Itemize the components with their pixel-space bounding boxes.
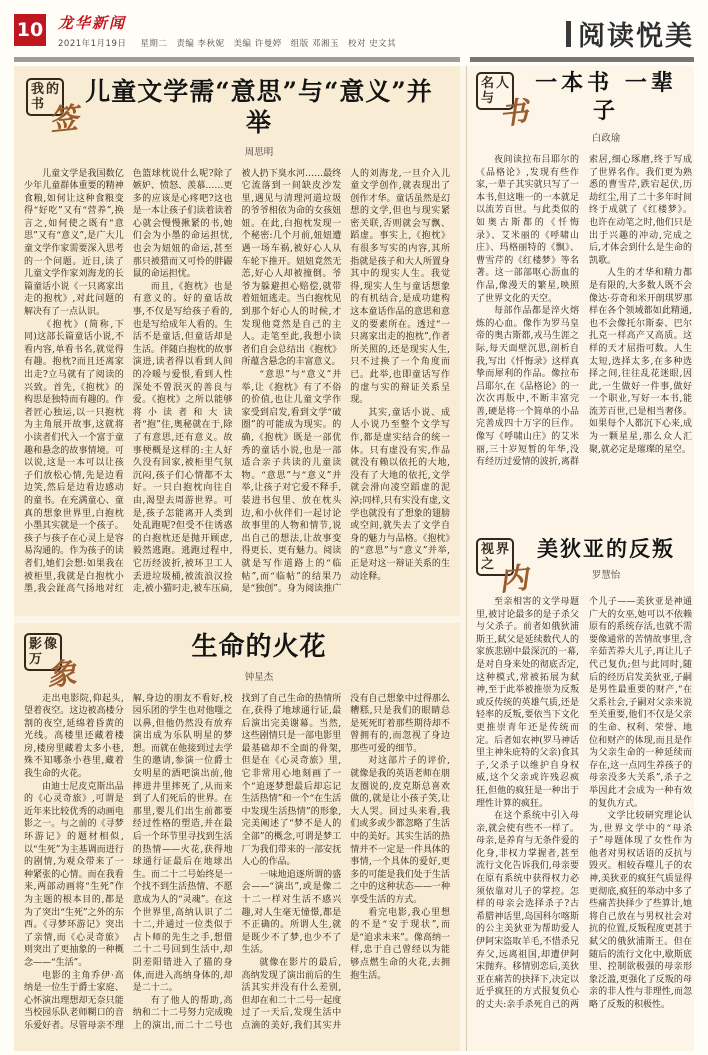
paragraph: 《抱枕》(简称,下同)这部长篇童话小说,不看内容,单看书名,就觉得有趣。抱枕?而且还离家出走?立马就有了阅读的兴致。首先,《抱枕》的构思是独特而有趣的。作者匠心独运,以一只抱枕为主角展开故事,这就将小读者们代入一个富于童趣和悬念的故事情境。可以说,这是一本可以让孩子们放松心情,先是边看边笑,然后是边看边感动的童书。在充满童心、童真的想象世界里,白抱枕小墨其实就是一个孩子。孩子与孩子在心灵上是容易沟通的。作为孩子的读者们,她们会想:如果我在被柜里,我就是白抱枕小墨,我会趾高气扬地对红色篮球枕说什么呢?除了嫉妒、愤怒、羡慕……更多的应该是心疼吧?这也是一本让孩子们读着读着心就会慢慢揪紧的书,她们会为小墨的命运担忧,也会为妞妞的命运,甚至那只被猎而又可怜的胖鼹鼠的命运担忧。 — [24, 168, 233, 595]
paragraph: 文学比较研究理论认为,世界文学中的“母杀子”母题体现了女性作为他者对男权话语的反抗与毁灭。相较吞噬儿子的农神,美狄亚的疯狂气质显得更彻底,疯狂的举动中多了些痛苦抉择少了些算计,她将自己放在与男权社会对抗的位置,反叛程度更甚于弑父的俄狄浦斯王。但在随后的流行文化中,歇斯底里、控制欲极强的母亲形象泛滥,更强化了反叛的母亲的非人性与非理性,而忽略了反叛的积极性。 — [589, 811, 692, 1010]
paragraph: 至亲相害的文学母题里,被讨论最多的是子杀父与父杀子。前者如俄狄浦斯王,弑父是延续数代人的家族悲剧中最深沉的一幕,是对自身来处的彻底否定,这种模式,常被拓展为弑神,至于此举被推崇为反叛或反传统的英雄气质,还是轻率的反叛,要依当下文化更推崇青年还是传统而定。后者如农神(罗马神话里主神朱庇特的父亲)食其子,父杀子以维护自身权威,这个父亲或许残忍疯狂,但他的疯狂是一种出于理性计算的疯狂。 — [476, 597, 579, 809]
article-4-header — [476, 536, 692, 598]
paragraph: 有了他人的帮助,高纳和二十二号努力完成晚上的演出,而二十二号也找到了自己生命的热情所在,获得了地球通行证,最后演出完美谢幕。当然,这些剧情只是一部电影里最基础却不全面的骨架,但是在《心灵奇旅》里,它非常用心地刻画了一个“追逐梦想最后却忘记生活热情”和一个“在生活中发现生活热情”的形象,完美阐述了“梦不是人的全部”的概念,可谓是梦工厂为我们带来的一部安抚人心的作品。 — [132, 693, 342, 1031]
marker-seal-char: 书 — [497, 94, 530, 132]
column-marker-film-scene: 影 像 万 象 — [24, 633, 68, 677]
paragraph: 每部作品都是淬火熔炼的心血。像作为罗马皇帝的奥古斯都,戎马生涯之际,每天面壁沉思,剖析自我,写出《忏悔录》这样真挚而犀利的作品。像拉布吕耶尔,在《品格论》的一次次再版中,不断丰富完善,硬是将一个简单的小品完善成四十万字的巨作。像写《呼啸山庄》的艾米丽,三十岁短暂的年华,没有经历过爱情的波折,离群索居,细心琢磨,终于写成了世界名作。我们更为熟悉的曹雪芹,跌宕起伏,历劫红尘,用了二十多年时间终于成就了《红楼梦》。也许在动笔之时,他们只是出于兴趣的冲动,完成之后,才体会到什么是生命的凯歌。 — [476, 155, 692, 468]
issue-date: 2021年1月19日 — [58, 39, 127, 49]
section-name: 阅读悦美 — [578, 21, 694, 52]
article-2-body — [476, 154, 692, 520]
right-column — [474, 66, 694, 1051]
marker-seal-char: 内 — [497, 560, 530, 598]
header-rule — [14, 57, 694, 62]
paragraph: 夜间读拉布吕耶尔的《品格论》,发现有些作家,一辈子其实就只写了一本书,但这唯一的一本就足以流芳百世。与此类似的如奥古斯都的《忏悔录》、艾米丽的《呼啸山庄》、玛格丽特的《飘》、曹雪芹的《红楼梦》等名著。这一部部呕心沥血的作品,像漫天的繁星,映照了世界文化的天空。 — [476, 155, 579, 304]
paragraph: 看完电影,我心里想的不是“安于现状”,而是“追求未来”。像高纳一样,忠于自己曾经以为能够点燃生命的火花,去拥抱生活。 — [350, 907, 450, 981]
paragraph: 对这部片子的评价,就像是我的英语老师在朋友圈说的,皮克斯总喜欢做的,就是让小孩子笑,让大人哭。回过头来看,我们或多或少都忽略了生活中的美好。其实生活的热情并不一定是一件具体的事情,一个具体的爱好,更多的可能是我们处于生活之中的这种状态——一种享受生活的方式。 — [350, 756, 450, 905]
masthead-logo: 龙华新闻 — [58, 14, 127, 32]
section-bar-icon — [566, 21, 571, 47]
masthead-block — [58, 12, 396, 49]
article-4-title: 美狄亚的反叛 — [537, 536, 675, 561]
article-1-body — [24, 168, 450, 609]
section-title — [566, 14, 694, 53]
paragraph: 儿童文学是我国数亿少年儿童群体重要的精神食粮,如何让这种食粮变得“好吃”又有“营养”,换言之,如何使之既有“意思”又有“意义”,是广大儿童文学作家需要深入思考的一个问题。近日,读了儿童文学作家刘海龙的长篇童话小说《一只离家出走的抱枕》,对此问题的解决有了一点认识。 — [24, 168, 124, 318]
article-2-author: 白政瑜 — [591, 133, 621, 144]
article-2-header — [476, 70, 692, 144]
paragraph: 就像在影片的最后,高纳发现了演出前后的生活其实并没有什么差别,但却在和二十二号一起度过了一天后,发现生活中点滴的美好,我们其实并没有自己想象中过得那么糟糕,只是我们的眼睛总是死死盯着那些期待却不曾拥有的,而忽视了身边那些可爱的细节。 — [241, 693, 450, 1031]
article-3-author: 钟星杰 — [244, 671, 274, 683]
paragraph: 由迪士尼皮克斯出品的《心灵奇旅》,可谓是近年来比较优秀的动画电影之一。与之前的《寻梦环游记》的题材相似,以“生死”为主基调而进行的剧情,为观众带来了一种紧张的心情。而在我看来,两部动画将“生死”作为主题的根本目的,都是为了突出“生死”之外的东西。《寻梦环游记》突出了亲情,而《心灵奇旅》则突出了更抽象的一种概念——“生活”。 — [24, 781, 124, 968]
page-header — [14, 12, 694, 54]
page-body — [14, 66, 694, 1051]
article-one-book-lifetime — [474, 66, 694, 526]
left-column — [14, 66, 460, 1051]
paragraph: 在这个系统中引入母亲,就会使有些不一样了。母亲,是养育与无条件爱的化身,非权力掌握者,甚至流行文化告诉我们,母亲要在原有系统中获得权力必须依靠对儿子的掌控。怎样的母亲会选择杀子?古希腊神话里,岛国科尔喀斯的公主美狄亚为帮助爱人伊阿宋盗取羊毛,不惜杀兄弃父,远离祖国,却遭伊阿宋抛弃。移情别恋后,美狄亚在痛苦的抉择下,决定以近乎疯狂的方式报复负心的丈夫:亲手杀死自己的两个儿子——美狄亚是神通广大的女巫,她可以不依赖原有的系统存活,也就不需要像通常的苦情故事里,含辛茹苦养大儿子,再让儿子代己复仇;但与此同时,随后的经历启发美狄亚,子嗣是男性最重要的财产,“在父系社会,子嗣对父亲来说至关重要,他们不仅是父亲的生命、权利、荣誉、地位和财产的体现,而且是作为父亲生命的一种延续而存在,这一点同生养孩子的母亲没多大关系”,杀子之举因此才会成为一种有效的复仇方式。 — [476, 597, 692, 1010]
column-marker-my-bookmark: 我 的 书 签 — [26, 78, 70, 122]
paragraph: 电影的主角乔伊·高纳是一位生于爵士家庭、心怀演出理想却无奈只能当校园乐队老师糊口的音乐爱好者。尽管母亲不理解,身边的朋友不看好,校园乐团的学生也对他嗤之以鼻,但他仍然没有放弃演出成为乐队明星的梦想。而就在他接到过去学生的邀请,参演一位爵士女明星的酒吧演出前,他摔进井里摔死了,从而来到了人们死后的世界。在那里,婴儿们出生前都要经过性格的塑造,并在最后一个环节里寻找到生活的热情——火花,获得地球通行证最后在地球出生。而二十二号始终是一个找不到生活热情、不愿意成为人的“灵魂”。在这个世界里,高纳认识了二十二,并通过一位类似于占卜师的先生之手,想借二十二号回到生活中,却阴差阳错进入了猫的身体,而进入高纳身体的,却是二十二。 — [24, 693, 233, 1031]
paragraph: 而且,《抱枕》也是有意义的。好的童话故事,不仅是写给孩子看的,也是写给成年人看的。生活不是童话,但童话却是生活。伴随白抱枕的故事演进,读者得以看到人间的冷暖与爱恨,看到人性深处不曾泯灭的善良与爱。《抱枕》之所以能够将小读者和大读者“抱”住,奥秘就在于,除了有意思,还有意义。故事梗概是这样的:主人好久没有回家,被柜里气氛沉闷,孩子们心情都不太好。一只白抱枕向往自由,渴望去周游世界。可是,孩子怎能离开人类到处乱跑呢?但受不住诱惑的白抱枕还是抛开顾虑,毅然逃跑。逃跑过程中,它历经波折,被环卫工人丢进垃圾桶,被流浪汉捡走,被小猫叼走,被车压扁,被人扔下臭水河……最终它流落到一间缺皮沙发里,遇见与清理河道垃圾的爷爷相依为命的女孩妞妞。在此,白抱枕发现一个秘密:几个月前,妞妞遭遇一场车祸,被好心人从车轮下推开。妞妞竟然无恙,好心人却被撞倒。爷爷为躲避担心赔偿,就带着妞妞逃走。当白抱枕见到那个好心人的时候,才发现他竟然是自己的主人。走笔至此,我想小读者们自会总结出《抱枕》所蕴含悬念的丰富意义。 — [132, 168, 342, 595]
article-4-author: 罗慧怡 — [591, 570, 621, 582]
header-rule-right — [470, 57, 694, 62]
column-marker-vision-field: 视 界 之 内 — [476, 538, 520, 582]
credits-line — [58, 37, 396, 49]
marker-seal-char: 签 — [47, 100, 80, 138]
paragraph: 其实,童话小说、成人小说乃至整个文学写作,都是虚实结合的统一体。只有虚没有实,作品就没有赖以依托的大地,没有了大地的依托,文学就会滑向凌空蹈虚的泥淖;同样,只有实没有虚,文学也就没有了想象的翅膀或空间,就失去了文学自身的魅力与品格。《抱枕》的“意思”与“意义”并举,正是对这一辩证关系的生动诠释。 — [350, 407, 450, 582]
editor-credits: 星期二 责编 李秋妮 美编 许曼婷 组版 邓湘玉 校对 史文其 — [140, 39, 397, 49]
marker-seal-char: 象 — [45, 655, 78, 693]
article-1-author: 周思明 — [244, 146, 274, 158]
article-3-header — [24, 631, 450, 693]
paragraph: 走出电影院,仰起头,望着夜空。这边被高楼分割的夜空,延绵着昏黄的光线。高楼里还藏着楼房,楼房里藏着太多小巷,殊不知哪条小巷里,藏着我生命的火花。 — [24, 693, 124, 780]
column-marker-celebrity-books: 名 人 与 书 — [476, 72, 520, 116]
column-divider — [466, 66, 467, 1051]
header-rule-left — [14, 57, 460, 62]
paragraph: 一味地追逐所谓的盛会——“演出”,或是像二十二一样对生活不感兴趣,对人生毫无憧憬,都是不正确的。所谓人生,就是既少不了梦,也少不了生活。 — [241, 869, 342, 956]
article-4-body — [476, 596, 692, 1049]
article-children-literature — [14, 66, 460, 616]
article-spark-of-life — [14, 623, 460, 1051]
paragraph: “意思”与“意义”并举,让《抱枕》有了不俗的价值,也让儿童文学作家受到启发,看到文学“破圈”的可能成为现实。的确,《抱枕》既是一部优秀的童话小说,也是一部适合亲子共读的儿童读物。“意思”与“意义”并举,让孩子对它爱不释手,装进书包里、放在枕头边,和小伙伴们一起讨论故事里的人物和情节,说出自己的想法,让故事变得更长、更有魅力。阅读就是写作道路上的“临帖”,而“临帖”的结果乃是“独创”。身为阅读推广人的刘海龙,一旦介入儿童文学创作,就表现出了创作才华。童话虽然是幻想的文学,但也与现实紧密关联,否则就会写飘、蹈虚。事实上,《抱枕》有很多写实的内容,其所指就是孩子和大人所置身其中的现实人生。我觉得,现实人生与童话想象的有机结合,是成功建构这本童话作品的意思和意义的要素所在。透过“一只离家出走的抱枕”,作者所关照的,还是现实人生,只不过换了一个角度而已。此举,也即童话写作的虚与实的辩证关系呈现。 — [241, 168, 450, 595]
article-3-body — [24, 693, 450, 1044]
paragraph: 人生的才华和精力都是有限的,大多数人既不会像达·芬奇和米开朗琪罗那样在各个领域都如此精通,也不会像托尔斯泰、巴尔扎克一样高产又高质。这样的天才屈指可数。人生太短,选择太多,在多种选择之间,往往乱花迷眼,因此,一生做好一件事,做好一个职业,写好一本书,能流芳百世,已是相当奢侈。如果每个人都沉下心来,成为一颗星星,那么众人汇聚,就必定是璀璨的星空。 — [589, 268, 692, 455]
article-1-header — [24, 76, 450, 158]
page-number: 10 — [14, 14, 46, 46]
article-medea-rebellion — [474, 532, 694, 1055]
article-2-title: 一本书 一辈子 — [535, 70, 677, 124]
article-1-title: 儿童文学需“意思”与“意义”并举 — [85, 77, 433, 138]
article-3-title: 生命的火花 — [191, 632, 327, 662]
